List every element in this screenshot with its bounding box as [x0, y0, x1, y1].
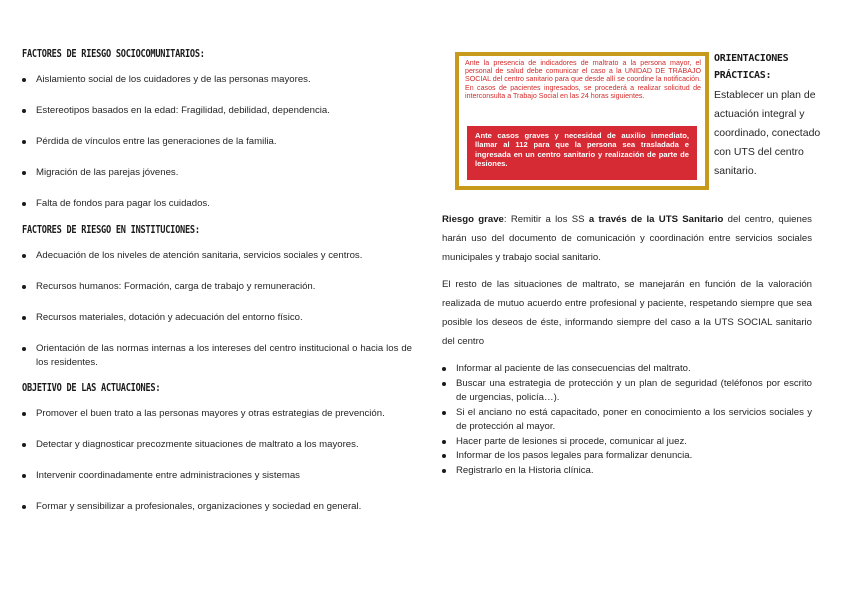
- list-item: Adecuación de los niveles de atención sanitaria, servicios sociales y centros.: [22, 249, 412, 264]
- list-item: Intervenir coordinadamente entre administraciones y sistemas: [22, 469, 412, 484]
- heading-orientations: ORIENTACIONES PRÁCTICAS:: [714, 53, 789, 81]
- list-item: Estereotipos basados en la edad: Fragilidad, debilidad, dependencia.: [22, 104, 412, 119]
- paragraph-text: : Remitir a los SS: [503, 214, 589, 225]
- paragraph-text: del centro, quienes harán uso del documento de comunicación y coordinación entre servicios sociales municipales y trabajo social sanitario.: [442, 214, 812, 263]
- severe-risk-label: Riesgo grave: [442, 214, 504, 225]
- left-column: [22, 48, 412, 514]
- heading-sociocommunity-risk: FACTORES DE RIESGO SOCIOCOMUNITARIOS:: [22, 48, 205, 60]
- list-item: Registrarlo en la Historia clínica.: [442, 464, 812, 479]
- heading-objectives: OBJETIVO DE LAS ACTUACIONES:: [22, 381, 161, 394]
- list-item: Formar y sensibilizar a profesionales, organizaciones y sociedad en general.: [22, 500, 412, 515]
- orientations-text: Establecer un plan de actuación integral y coordinado, conectado con UTS del centro sanitario.: [714, 89, 821, 177]
- list-item: Informar al paciente de las consecuencias del maltrato.: [442, 362, 812, 377]
- list-item: Pérdida de vínculos entre las generaciones de la familia.: [22, 135, 412, 150]
- list-item: Orientación de las normas internas a los intereses del centro institucional o hacia los de los residentes.: [22, 342, 412, 371]
- sociocommunity-risk-list: [22, 73, 412, 212]
- list-item: Informar de los pasos legales para formalizar denuncia.: [442, 449, 812, 464]
- right-column: [442, 210, 812, 478]
- list-item: Si el anciano no está capacitado, poner en conocimiento a los servicios sociales y de protección al mayor.: [442, 406, 812, 435]
- list-item: Buscar una estrategia de protección y un plan de seguridad (teléfonos por escrito de urgencias, policía…).: [442, 377, 812, 406]
- objectives-list: [22, 407, 412, 515]
- notice-box: [455, 52, 709, 190]
- list-item: Falta de fondos para pagar los cuidados.: [22, 197, 412, 212]
- actions-list: [442, 362, 812, 478]
- list-item: Aislamiento social de los cuidadores y de las personas mayores.: [22, 73, 412, 88]
- urgent-notice: Ante casos graves y necesidad de auxilio inmediato, llamar al 112 para que la persona sea trasladada e ingresada en un centro sanitario y realización de parte de lesiones.: [467, 126, 697, 180]
- list-item: Recursos materiales, dotación y adecuación del entorno físico.: [22, 311, 412, 326]
- list-item: Detectar y diagnosticar precozmente situaciones de maltrato a los mayores.: [22, 438, 412, 453]
- list-item: Migración de las parejas jóvenes.: [22, 166, 412, 181]
- list-item: Hacer parte de lesiones si procede, comunicar al juez.: [442, 435, 812, 450]
- practical-orientations: [714, 50, 824, 181]
- uts-emphasis: a través de la UTS Sanitario: [588, 214, 724, 225]
- severe-risk-paragraph: [442, 210, 812, 267]
- institution-risk-list: [22, 249, 412, 371]
- heading-institution-risk: FACTORES DE RIESGO EN INSTITUCIONES:: [22, 223, 200, 236]
- list-item: Recursos humanos: Formación, carga de trabajo y remuneración.: [22, 280, 412, 295]
- list-item: Promover el buen trato a las personas mayores y otras estrategias de prevención.: [22, 407, 412, 422]
- other-situations-paragraph: El resto de las situaciones de maltrato, se manejarán en función de la valoración realizada de mutuo acuerdo entre profesional y paciente, respetando siempre que sea posible los deseos de éste, informando siempre del caso a la UTS SOCIAL sanitario del centro: [442, 279, 812, 347]
- notice-text: Ante la presencia de indicadores de maltrato a la persona mayor, el personal de salud debe comunicar el caso a la UNIDAD DE TRABAJO SOCIAL del centro sanitario para que desde allí se coordine la notificación. En casos de pacientes ingresados, se procederá a realizar solicitud de interconsulta a Trabajo Social en las 24 horas siguientes.: [465, 59, 701, 100]
